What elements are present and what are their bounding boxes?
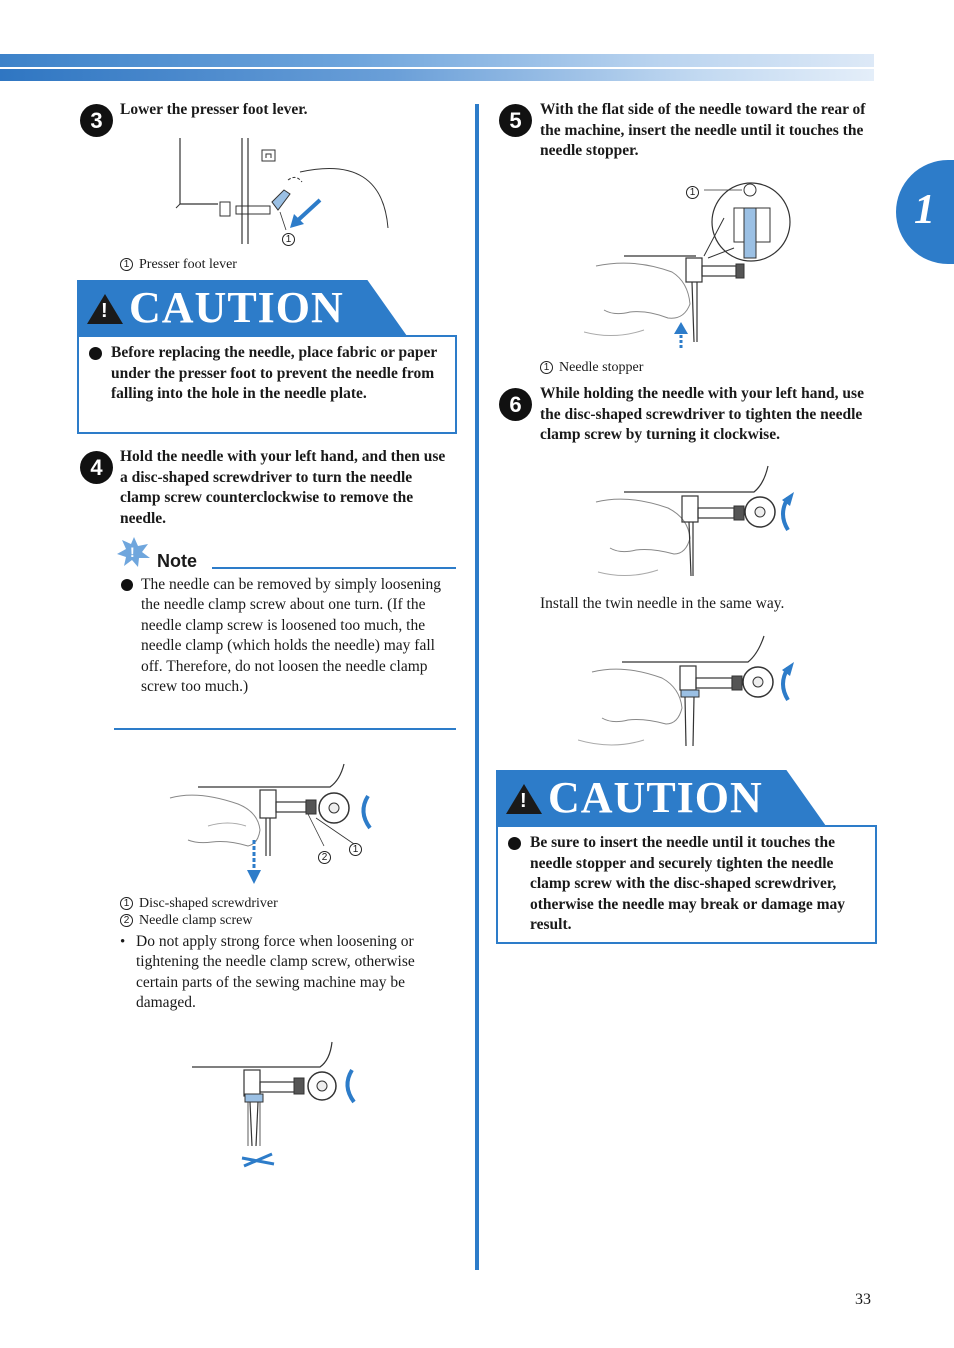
caution-header-2	[496, 770, 826, 826]
caution-box-1	[77, 335, 457, 434]
callout-1-stopper-label: 1	[686, 186, 699, 199]
step-6-number: 6	[499, 388, 532, 421]
caution-header-1	[77, 280, 407, 336]
step-3-number: 3	[80, 104, 113, 137]
note-text: The needle can be removed by simply loosening the needle clamp screw about one turn. (If the needle clamp screw is loosened too much, the needle clamp (which holds the needle) may fall off. Therefore, do not loosen the needle clamp screw too much.)	[141, 576, 442, 696]
note-rule-top	[212, 567, 456, 569]
caution-text-1: Before replacing the needle, place fabric or paper under the presser foot to prevent the needle from falling into the hole in the needle plate.	[111, 344, 438, 402]
header-band-lower	[0, 69, 874, 81]
note-title: Note	[157, 551, 197, 571]
note-bullet-icon	[121, 579, 133, 591]
page-number: 33	[855, 1291, 871, 1308]
caption-num-1c: 1	[540, 361, 553, 374]
caution-text-2: Be sure to insert the needle until it touches the needle stopper and securely tighten the needle clamp screw with the disc-shaped screwdriver, otherwise the needle may break or damage may result.	[530, 834, 845, 933]
twin-needle-remove-illustration	[190, 1036, 360, 1176]
caption-needle-stopper-text: Needle stopper	[559, 360, 644, 375]
callout-2-screw	[318, 848, 337, 866]
chapter-number: 1	[914, 187, 935, 233]
callout-1-presser	[282, 230, 301, 248]
small-bullet-icon: •	[120, 934, 126, 950]
twin-needle-note: Install the twin needle in the same way.	[540, 595, 785, 612]
note-rule-bottom	[114, 728, 456, 730]
caption-presser-foot-lever	[120, 256, 237, 273]
caution-title-2: CAUTION	[548, 773, 763, 822]
caption-num-1: 1	[120, 258, 133, 271]
bullet-icon-2	[508, 837, 521, 850]
caution-title-1: CAUTION	[129, 283, 344, 332]
caption-needle-clamp-screw	[120, 912, 253, 929]
header-band-upper	[0, 54, 874, 67]
caption-num-2: 2	[120, 914, 133, 927]
insert-needle-illustration	[584, 178, 796, 352]
caption-disc-screwdriver	[120, 895, 278, 912]
callout-1-stopper	[686, 183, 705, 201]
step-5-text: With the flat side of the needle toward the rear of the machine, insert the needle until it touches the needle stopper.	[540, 101, 866, 159]
note-icon	[116, 536, 152, 568]
step-5-number: 5	[499, 104, 532, 137]
callout-1-screwdriver-label: 1	[349, 843, 362, 856]
caption-needle-stopper	[540, 359, 643, 376]
callout-1-screwdriver	[349, 840, 368, 858]
callout-2-label: 2	[318, 851, 331, 864]
step-6-text: While holding the needle with your left hand, use the disc-shaped screwdriver to tighten the needle clamp screw by turning it clockwise.	[540, 385, 864, 443]
step-4-number: 4	[80, 451, 113, 484]
caption-num-1b: 1	[120, 897, 133, 910]
caption-presser-foot-lever-text: Presser foot lever	[139, 257, 237, 272]
column-divider	[475, 104, 479, 1270]
step-3-text: Lower the presser foot lever.	[120, 101, 308, 118]
header-band	[0, 54, 874, 81]
caption-disc-screwdriver-text: Disc-shaped screwdriver	[139, 896, 278, 911]
remove-needle-illustration	[168, 760, 388, 888]
warning-icon	[87, 294, 123, 324]
force-warning-text: Do not apply strong force when loosening or tightening the needle clamp screw, otherwise certain parts of the sewing machine may be damaged.	[136, 933, 415, 1012]
chapter-tab	[896, 160, 954, 264]
warning-icon-2	[506, 784, 542, 814]
svg-text:!: !	[130, 544, 135, 560]
caution-box-2	[496, 825, 877, 944]
twin-needle-install-illustration	[578, 632, 798, 752]
tighten-needle-illustration	[588, 462, 798, 582]
step-4-text: Hold the needle with your left hand, and then use a disc-shaped screwdriver to turn the needle clamp screw counterclockwise to remove the needle.	[120, 448, 446, 527]
callout-1-label: 1	[282, 233, 295, 246]
bullet-icon	[89, 347, 102, 360]
caption-needle-clamp-screw-text: Needle clamp screw	[139, 913, 253, 928]
